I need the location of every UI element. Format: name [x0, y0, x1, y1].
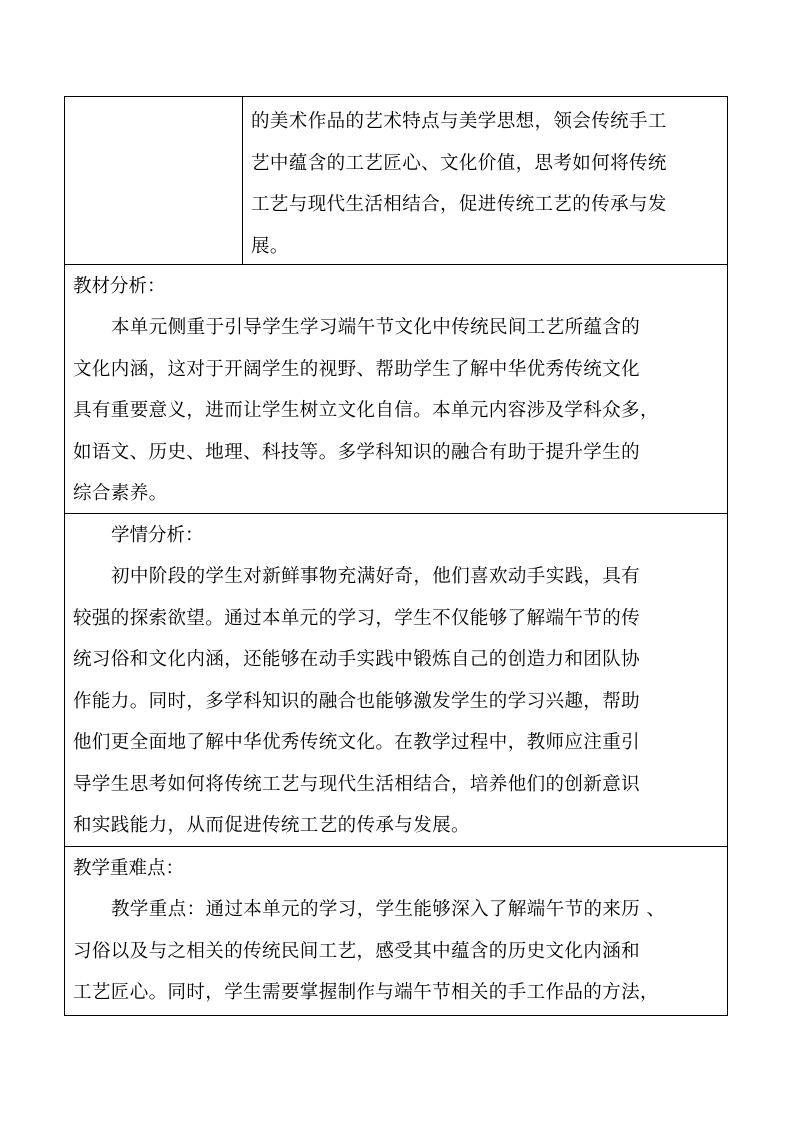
text-line: 作能力。同时，多学科知识的融合也能够激发学生的学习兴趣，帮助 [73, 690, 641, 712]
text-line: 初中阶段的学生对新鲜事物充满好奇，他们喜欢动手实践，具有 [111, 566, 641, 587]
text-line: 工艺与现代生活相结合，促进传统工艺的传承与发 [251, 194, 667, 215]
learning-heading: 学情分析： [111, 525, 204, 546]
text-line: 本单元侧重于引导学生学习端午节文化中传统民间工艺所蕴含的 [111, 317, 641, 338]
text-line: 综合素养。 [73, 483, 168, 504]
text-line: 展。 [251, 235, 289, 257]
text-line: 文化内涵，这对于开阔学生的视野、帮助学生了解中华优秀传统文化 [73, 358, 641, 380]
text-line: 艺中蕴含的工艺匠心、文化价值，思考如何将传统 [251, 152, 667, 174]
key-points-row [65, 847, 727, 1015]
key-points-paragraph [65, 889, 727, 1014]
empty-label-cell [65, 97, 243, 264]
materials-paragraph [65, 307, 727, 515]
learning-analysis-row [65, 514, 727, 847]
objectives-text-cell [243, 97, 727, 264]
text-line: 具有重要意义，进而让学生树立文化自信。本单元内容涉及学科众多， [73, 400, 659, 421]
text-line: 习俗以及与之相关的传统民间工艺，感受其中蕴含的历史文化内涵和 [73, 940, 641, 962]
lesson-plan-table [64, 96, 728, 1016]
objectives-row [65, 97, 727, 265]
text-line: 他们更全面地了解中华优秀传统文化。在教学过程中，教师应注重引 [73, 732, 641, 753]
text-line: 统习俗和文化内涵，还能够在动手实践中锻炼自己的创造力和团队协 [73, 649, 641, 670]
text-line: 如语文、历史、地理、科技等。多学科知识的融合有助于提升学生的 [73, 441, 641, 463]
text-line: 和实践能力，从而促进传统工艺的传承与发展。 [73, 815, 470, 836]
key-points-heading: 教学重难点： [73, 858, 185, 879]
text-line: 工艺匠心。同时，学生需要掌握制作与端午节相关的手工作品的方法， [73, 982, 659, 1003]
text-line: 较强的探索欲望。通过本单元的学习，学生不仅能够了解端午节的传 [73, 607, 641, 629]
materials-heading: 教材分析： [73, 276, 166, 297]
materials-analysis-row [65, 265, 727, 514]
text-line: 教学重点：通过本单元的学习，学生能够深入了解端午节的来历 、 [111, 899, 666, 920]
text-line: 导学生思考如何将传统工艺与现代生活相结合，培养他们的创新意识 [73, 773, 641, 795]
text-line: 的美术作品的艺术特点与美学思想，领会传统手工 [251, 111, 667, 132]
learning-paragraph [65, 556, 727, 847]
